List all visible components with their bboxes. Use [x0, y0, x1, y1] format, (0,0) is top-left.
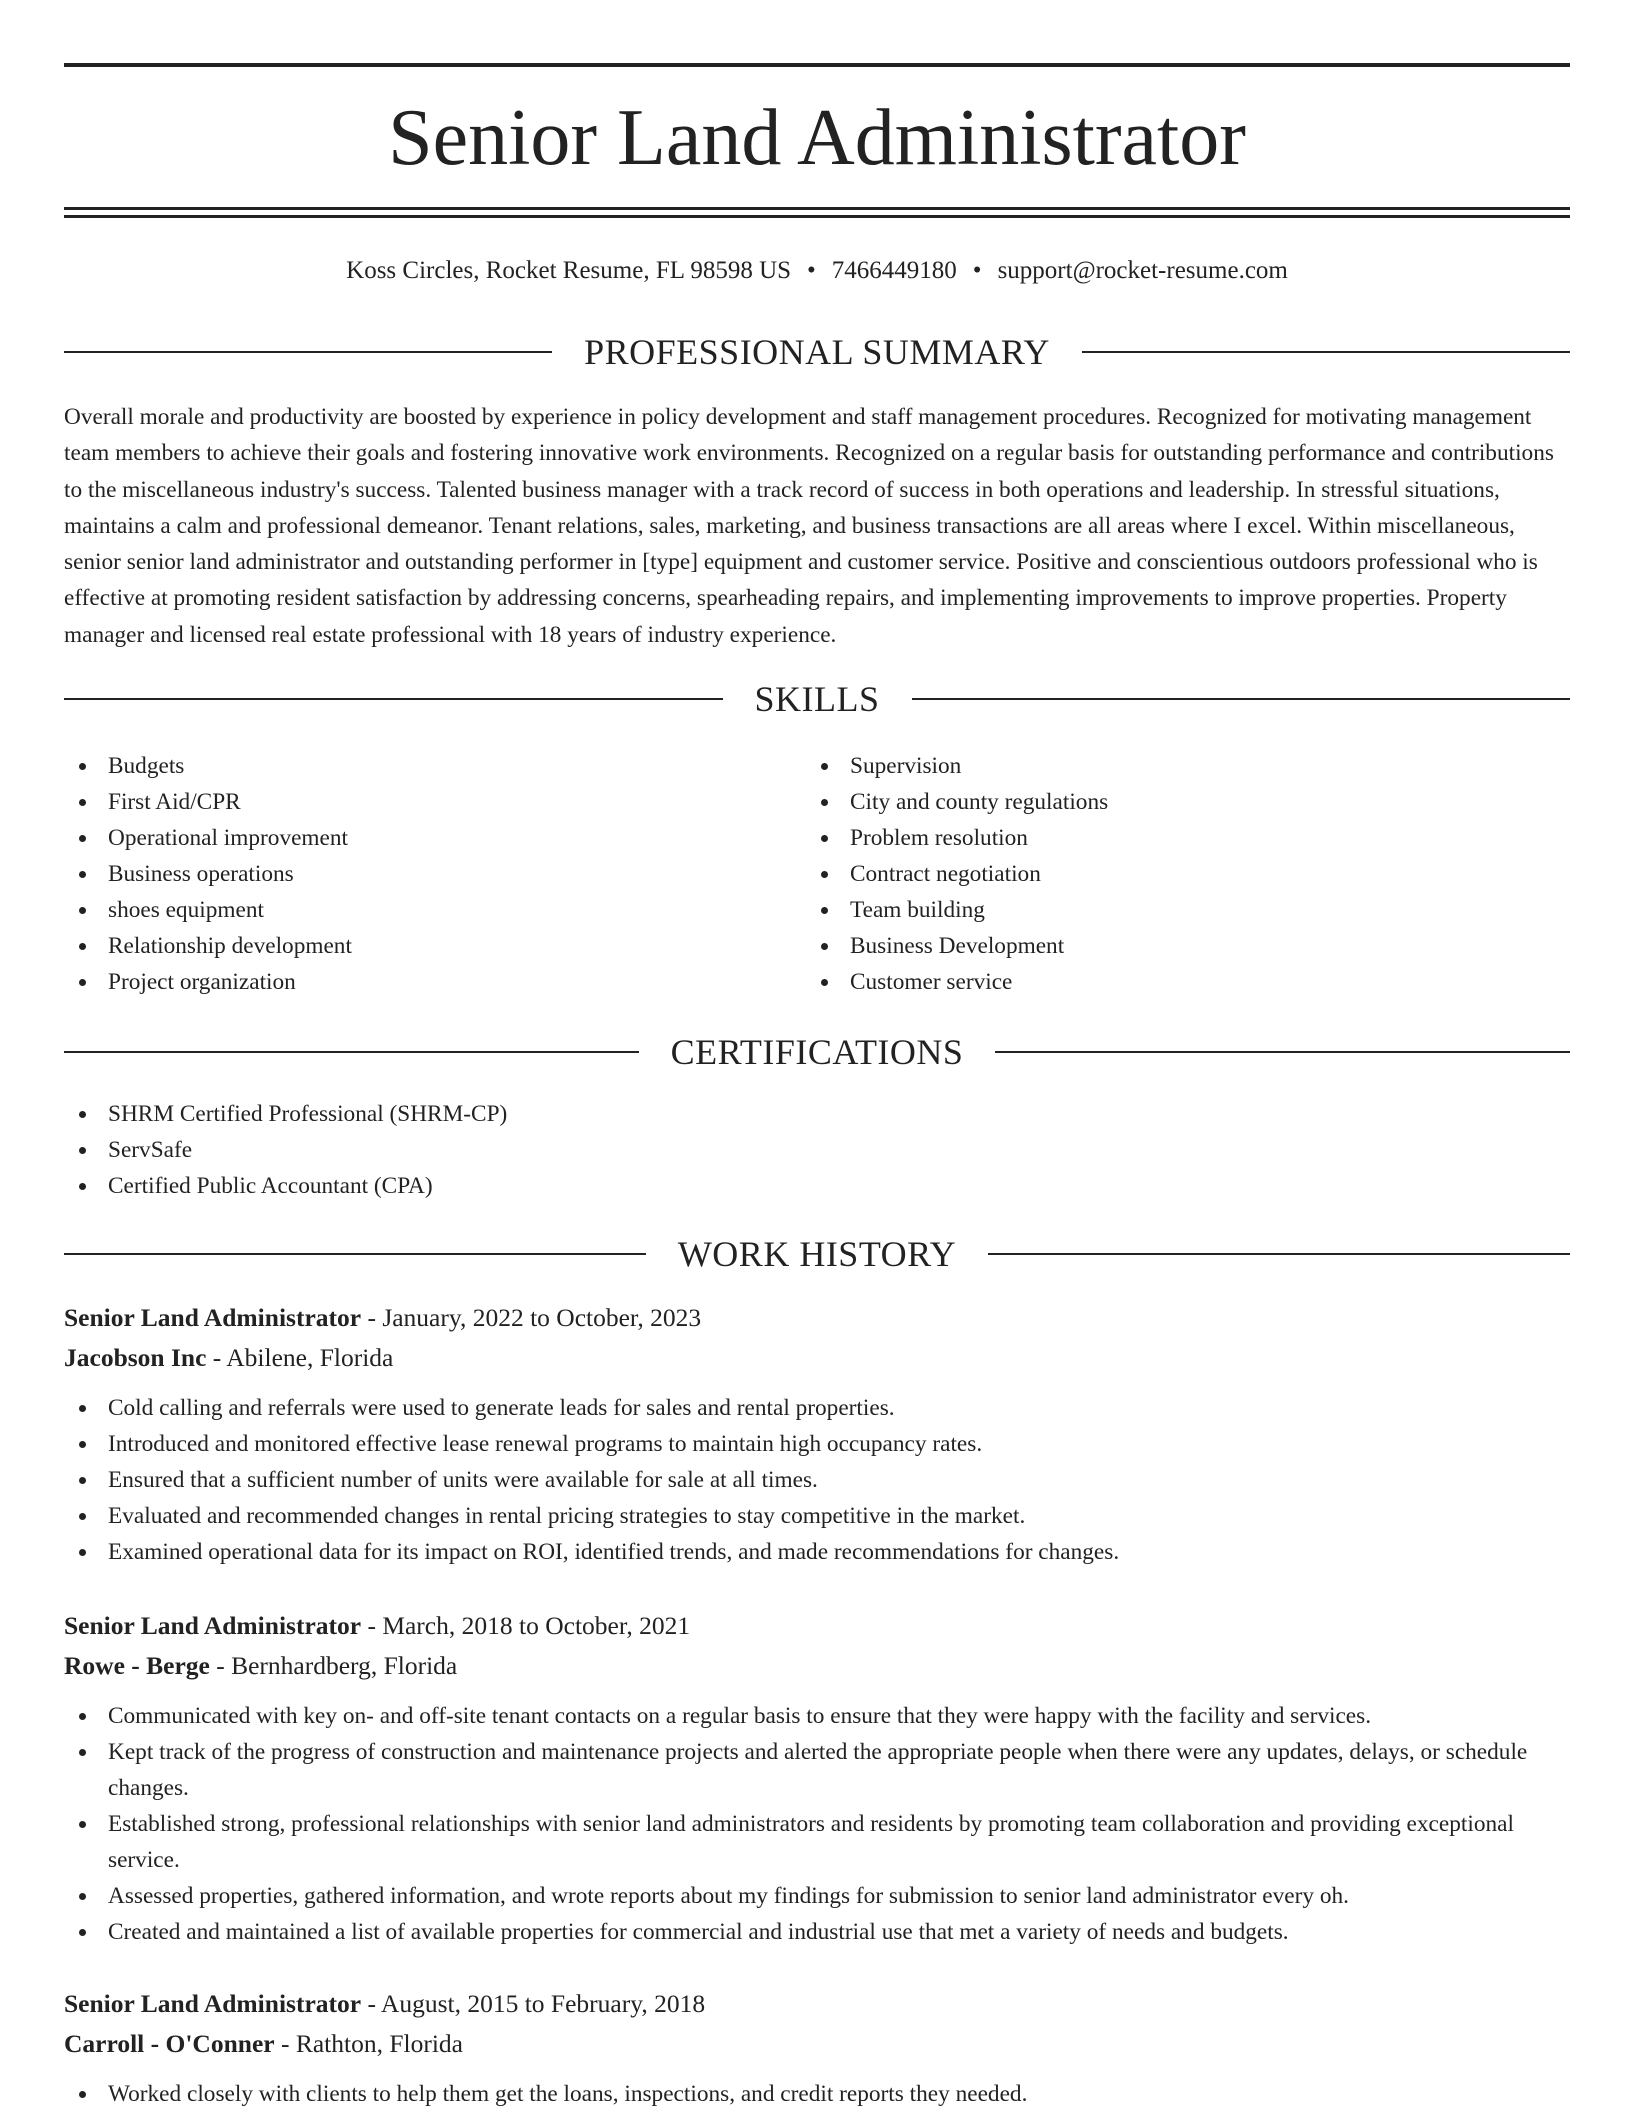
job-title: Senior Land Administrator — [64, 1303, 362, 1332]
skill-item: Team building — [806, 892, 1546, 928]
job-location: - Bernhardberg, Florida — [209, 1651, 458, 1680]
job-company: Jacobson Inc — [64, 1343, 207, 1372]
job-company-line — [64, 1646, 1570, 1686]
job-bullet: Ensured that a sufficient number of units were available for sale at all times. — [64, 1462, 1570, 1498]
job-bullets — [64, 1390, 1570, 1570]
job-title-line — [64, 1606, 1570, 1646]
skill-item: Supervision — [806, 748, 1546, 784]
summary-paragraph: Overall morale and productivity are boosted by experience in policy development and staff management procedures. Recognized for motivating management team members to achieve their goals and fostering innovative work environments. Recognized on a regular basis for outstanding performance and contributions to the miscellaneous industry's success. Talented business manager with a track record of success in both operations and leadership. In stressful situations, maintains a calm and professional demeanor. Tenant relations, sales, marketing, and business transactions are all areas where I excel. Within miscellaneous, senior senior land administrator and outstanding performer in [type] equipment and customer service. Positive and conscientious outdoors professional who is effective at promoting resident satisfaction by addressing concerns, spearheading repairs, and implementing improvements to improve properties. Property manager and licensed real estate professional with 18 years of industry experience. — [64, 404, 1554, 648]
job-company: Carroll - O'Conner — [64, 2029, 275, 2058]
job-title-line — [64, 1984, 1570, 2024]
job-location: - Abilene, Florida — [206, 1343, 394, 1372]
job-bullet: Kept track of the progress of construction and maintenance projects and alerted the appropriate people when there were any updates, delays, or schedule changes. — [64, 1734, 1570, 1806]
summary-heading — [64, 330, 1570, 374]
certifications-heading-text: CERTIFICATIONS — [670, 1032, 964, 1072]
contact-separator: • — [972, 257, 982, 284]
job-bullet: Introduced and monitored effective lease renewal programs to maintain high occupancy rates. — [64, 1426, 1570, 1462]
contact-address: Koss Circles, Rocket Resume, FL 98598 US — [346, 257, 792, 284]
certification-item: SHRM Certified Professional (SHRM-CP) — [64, 1096, 1570, 1132]
skill-item: shoes equipment — [64, 892, 804, 928]
skill-item: City and county regulations — [806, 784, 1546, 820]
job-bullet: Communicated with key on- and off-site tenant contacts on a regular basis to ensure that they were happy with the facility and services. — [64, 1698, 1570, 1734]
skill-item: Project organization — [64, 964, 804, 1000]
certifications-heading — [64, 1030, 1570, 1074]
job-dates: - January, 2022 to October, 2023 — [361, 1303, 702, 1332]
heading-rule — [988, 1253, 1570, 1255]
contact-line — [64, 254, 1570, 288]
certification-item: Certified Public Accountant (CPA) — [64, 1168, 1570, 1204]
job-entry — [64, 1984, 1570, 2112]
summary-heading-text: PROFESSIONAL SUMMARY — [584, 332, 1050, 372]
contact-separator: • — [807, 257, 816, 284]
job-location: - Rathton, Florida — [274, 2029, 463, 2058]
heading-rule — [1082, 351, 1570, 353]
job-title: Senior Land Administrator — [64, 1611, 362, 1640]
skills-heading-text: SKILLS — [754, 679, 880, 719]
header-double-rule-upper — [64, 207, 1570, 210]
skill-item: Customer service — [806, 964, 1546, 1000]
job-company: Rowe - Berge — [64, 1651, 210, 1680]
heading-rule — [64, 698, 723, 700]
skill-item: Operational improvement — [64, 820, 804, 856]
job-bullet: Created and maintained a list of available properties for commercial and industrial use that met a variety of needs and budgets. — [64, 1914, 1570, 1950]
certification-item: ServSafe — [64, 1132, 1570, 1168]
job-company-line — [64, 2024, 1570, 2064]
job-entry — [64, 1606, 1570, 1950]
job-dates: - March, 2018 to October, 2021 — [361, 1611, 691, 1640]
skill-item: Budgets — [64, 748, 804, 784]
contact-email[interactable]: support@rocket-resume.com — [997, 257, 1288, 284]
heading-rule — [995, 1051, 1570, 1053]
job-bullet: Evaluated and recommended changes in rental pricing strategies to stay competitive in the market. — [64, 1498, 1570, 1534]
skill-item: Problem resolution — [806, 820, 1546, 856]
work-history-heading-text: WORK HISTORY — [677, 1234, 957, 1274]
certifications-list — [64, 1096, 1570, 1204]
skills-list-left — [64, 748, 804, 1000]
skill-item: Relationship development — [64, 928, 804, 964]
job-title-line — [64, 1298, 1570, 1338]
heading-rule — [64, 351, 552, 353]
job-company-line — [64, 1338, 1570, 1378]
skill-item: Business Development — [806, 928, 1546, 964]
job-bullet: Examined operational data for its impact on ROI, identified trends, and made recommendations for changes. — [64, 1534, 1570, 1570]
heading-rule — [912, 698, 1571, 700]
skill-item: First Aid/CPR — [64, 784, 804, 820]
skills-list-right — [806, 748, 1546, 1000]
job-dates: - August, 2015 to February, 2018 — [361, 1989, 706, 2018]
job-bullet: Established strong, professional relationships with senior land administrators and residents by promoting team collaboration and providing exceptional service. — [64, 1806, 1570, 1878]
skill-item: Contract negotiation — [806, 856, 1546, 892]
job-bullets — [64, 1698, 1570, 1950]
heading-rule — [64, 1051, 639, 1053]
work-history-heading — [64, 1232, 1570, 1276]
job-title: Senior Land Administrator — [64, 1989, 362, 2018]
job-bullet: Cold calling and referrals were used to generate leads for sales and rental properties. — [64, 1390, 1570, 1426]
skill-item: Business operations — [64, 856, 804, 892]
resume-name: Senior Land Administrator — [388, 94, 1246, 182]
job-entry — [64, 1298, 1570, 1570]
heading-rule — [64, 1253, 646, 1255]
job-bullet: Assessed properties, gathered information, and wrote reports about my findings for submission to senior land administrator every oh. — [64, 1878, 1570, 1914]
job-bullets — [64, 2076, 1570, 2112]
header-double-rule-lower — [64, 215, 1570, 218]
top-rule — [64, 63, 1570, 67]
contact-phone: 7466449180 — [831, 257, 957, 284]
skills-heading — [64, 677, 1570, 721]
job-bullet: Worked closely with clients to help them get the loans, inspections, and credit reports they needed. — [64, 2076, 1570, 2112]
